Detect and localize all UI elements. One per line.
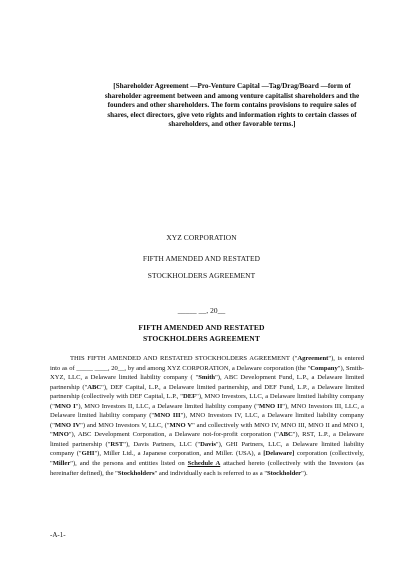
defined-term: DEF <box>182 393 197 401</box>
form-description-note: [Shareholder Agreement —Pro-Venture Capital —Tag/Drag/Board —form of shareholder agreement between and among venture capitalist shareholders and the founders and other shareholders. The form contains provisions to require sales of shares, elect directors, give veto rights and information rights to certain classes of shareholders, and other favorable terms.] <box>104 82 360 128</box>
body-text: "), ABC Development Corporation, a Delaware not-for-profit corporation (" <box>68 431 279 439</box>
defined-term: MNO IV <box>54 421 81 429</box>
body-text: attached hereto (collectively with the Investors (as hereinafter defined), the " <box>50 460 365 477</box>
defined-term: Davis <box>200 440 216 448</box>
defined-term: GHI <box>81 450 95 458</box>
defined-term: Miller <box>52 460 71 468</box>
defined-term: MNO <box>52 431 69 439</box>
section-heading-line-1: FIFTH AMENDED AND RESTATED <box>138 323 265 332</box>
page-number: -A-1- <box>50 531 66 539</box>
defined-term: [Delaware] <box>263 450 295 458</box>
body-text: "), Miller Ltd., a Japanese corporation, and Miller. (USA), a <box>94 450 264 458</box>
body-text: THIS FIFTH AMENDED AND RESTATED STOCKHOLDERS AGREEMENT (" <box>70 355 298 362</box>
body-text: ") and MNO Investors V, LLC, (" <box>80 421 170 429</box>
date-line: _____ __, 20__ <box>177 306 226 315</box>
defined-term: MNO III <box>154 412 181 420</box>
body-text: "), and the persons and entities listed on <box>70 460 188 468</box>
section-heading-line-2: STOCKHOLDERS AGREEMENT <box>142 334 261 343</box>
defined-term: MNO V <box>169 421 193 429</box>
body-text: "), ABC Development Fund, L.P., a Delaware limited partnership (" <box>50 374 364 391</box>
defined-term: Smith <box>198 374 216 382</box>
body-text: "), GHI Partners, LLC, a Delaware limited liability company (" <box>50 440 365 458</box>
body-text: "), MNO Investors, LLC, a Delaware limited liability company (" <box>50 393 364 410</box>
body-text: "). <box>301 469 308 477</box>
body-text: "), DEF Capital, L.P., a Delaware limited partnership, and DEF Fund, L.P., a Delaware limited partnership (collectively with DEF Capital, L.P., " <box>50 383 364 401</box>
body-text: "), is entered into as of _____ ____, 20__, by and among XYZ CORPORATION, a Delaware corporation (the " <box>50 355 365 372</box>
defined-term: RST <box>110 440 124 448</box>
document-title-line-2: STOCKHOLDERS AGREEMENT <box>147 271 256 280</box>
body-text: corporation (collectively, " <box>50 450 364 468</box>
defined-term: ABC <box>278 431 293 439</box>
body-text: " and collectively with MNO IV, MNO III, MNO II and MNO I, " <box>50 421 365 439</box>
preamble-paragraph <box>50 354 364 478</box>
body-text: "), MNO Investors II, LLC, a Delaware limited liability company (" <box>75 402 259 410</box>
defined-term: MNO II <box>258 402 283 410</box>
body-text: "), Smith-XYZ, LLC, a Delaware limited liability company ( " <box>50 364 364 382</box>
body-text: "), MNO Investors IV, LLC, a Delaware limited liability company (" <box>50 412 364 429</box>
document-title-line-1: FIFTH AMENDED AND RESTATED <box>142 254 261 263</box>
defined-term: Agreement <box>297 355 329 362</box>
defined-term: ABC <box>87 383 102 391</box>
defined-term: MNO I <box>54 402 76 410</box>
body-text: "), Davis Partners, LLC (" <box>123 440 201 448</box>
body-text: "), RST, L.P., a Delaware limited partnership (" <box>50 431 364 448</box>
defined-term: Company <box>310 364 338 372</box>
body-text: " and individually each is referred to as a " <box>154 469 268 477</box>
company-title: XYZ CORPORATION <box>166 233 237 242</box>
defined-term: Stockholders <box>117 469 155 477</box>
body-text: "), MNO Investors III, LLC, a Delaware limited liability company (" <box>50 402 364 420</box>
defined-term: Stockholder <box>267 469 302 477</box>
schedule-reference: Schedule A <box>187 460 221 468</box>
